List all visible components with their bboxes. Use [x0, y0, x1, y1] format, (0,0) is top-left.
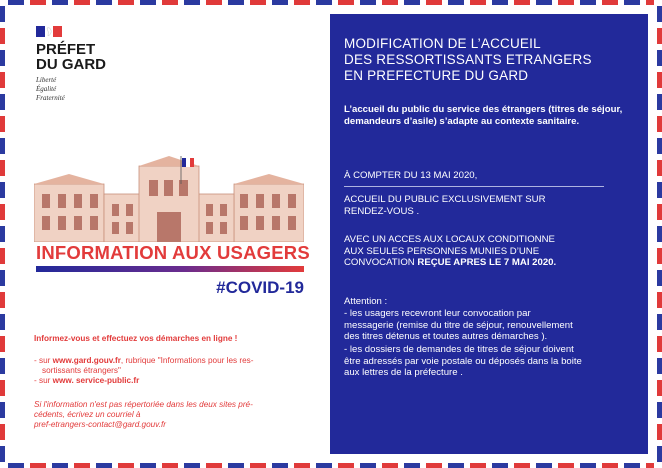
border-bottom	[8, 463, 654, 468]
border-left	[0, 6, 5, 462]
republic-motto: Liberté Égalité Fraternité	[36, 76, 65, 102]
gradient-bar	[36, 266, 304, 272]
access-date-bold: REÇUE APRES LE 7 MAI 2020.	[417, 257, 557, 268]
line1-prefix: - sur	[34, 356, 53, 365]
right-panel	[330, 14, 648, 454]
border-right	[657, 6, 662, 462]
left-panel	[14, 14, 328, 454]
online-heading: Informez-vous et effectuez vos démarches en ligne !	[34, 334, 238, 343]
gard-site-line2: sortissants étrangers"	[42, 366, 121, 375]
gard-site-line	[34, 356, 314, 366]
access-text: AVEC UN ACCES AUX LOCAUX CONDITIONNE AUX SEULES PERSONNES MUNIES D’UNE CONVOCATION	[344, 234, 555, 268]
information-title: INFORMATION AUX USAGERS	[36, 242, 310, 263]
gard-gouv-link[interactable]: www.gard.gouv.fr	[52, 356, 121, 365]
attention-point-1: - les usagers recevront leur convocation par messagerie (remise du titre de séjour, renouvellement des titres détenus et toutes autres démarches ).	[344, 308, 573, 342]
announcement-title: MODIFICATION DE L’ACCUEIL DES RESSORTISSANTS ETRANGERS EN PREFECTURE DU GARD	[344, 36, 592, 83]
line1-suffix: , rubrique "Informations pour les res-	[120, 356, 254, 365]
prefet-du-gard-text: PRÉFET DU GARD	[36, 41, 106, 73]
service-public-line	[34, 376, 314, 386]
appointment-text: ACCUEIL DU PUBLIC EXCLUSIVEMENT SUR RENDEZ-VOUS .	[344, 194, 546, 217]
access-conditions	[344, 234, 634, 269]
attention-label: Attention :	[344, 296, 388, 307]
service-public-link[interactable]: www. service-public.fr	[52, 376, 140, 385]
fallback-email-text: Si l'information n'est pas répertoriée dans les deux sites pré- cédents, écrivez un courriel à pref-etrangers-contact@gard.gouv.fr	[34, 400, 253, 429]
line3-prefix: - sur	[34, 376, 53, 385]
covid-hashtag: #COVID-19	[216, 278, 304, 297]
marianne-flag-icon	[36, 26, 62, 37]
date-line: À COMPTER DU 13 MAI 2020,	[344, 170, 478, 181]
border-top	[8, 0, 654, 5]
prefecture-building-illustration	[34, 154, 304, 242]
intro-text: L’accueil du public du service des étrangers (titres de séjour, demandeurs d’asile) s’adapte au contexte sanitaire.	[344, 104, 623, 127]
divider	[344, 186, 604, 187]
attention-point-2: - les dossiers de demandes de titres de séjour doivent être adressés par voie postale ou déposés dans la boite aux lettres de la préfecture .	[344, 344, 582, 378]
